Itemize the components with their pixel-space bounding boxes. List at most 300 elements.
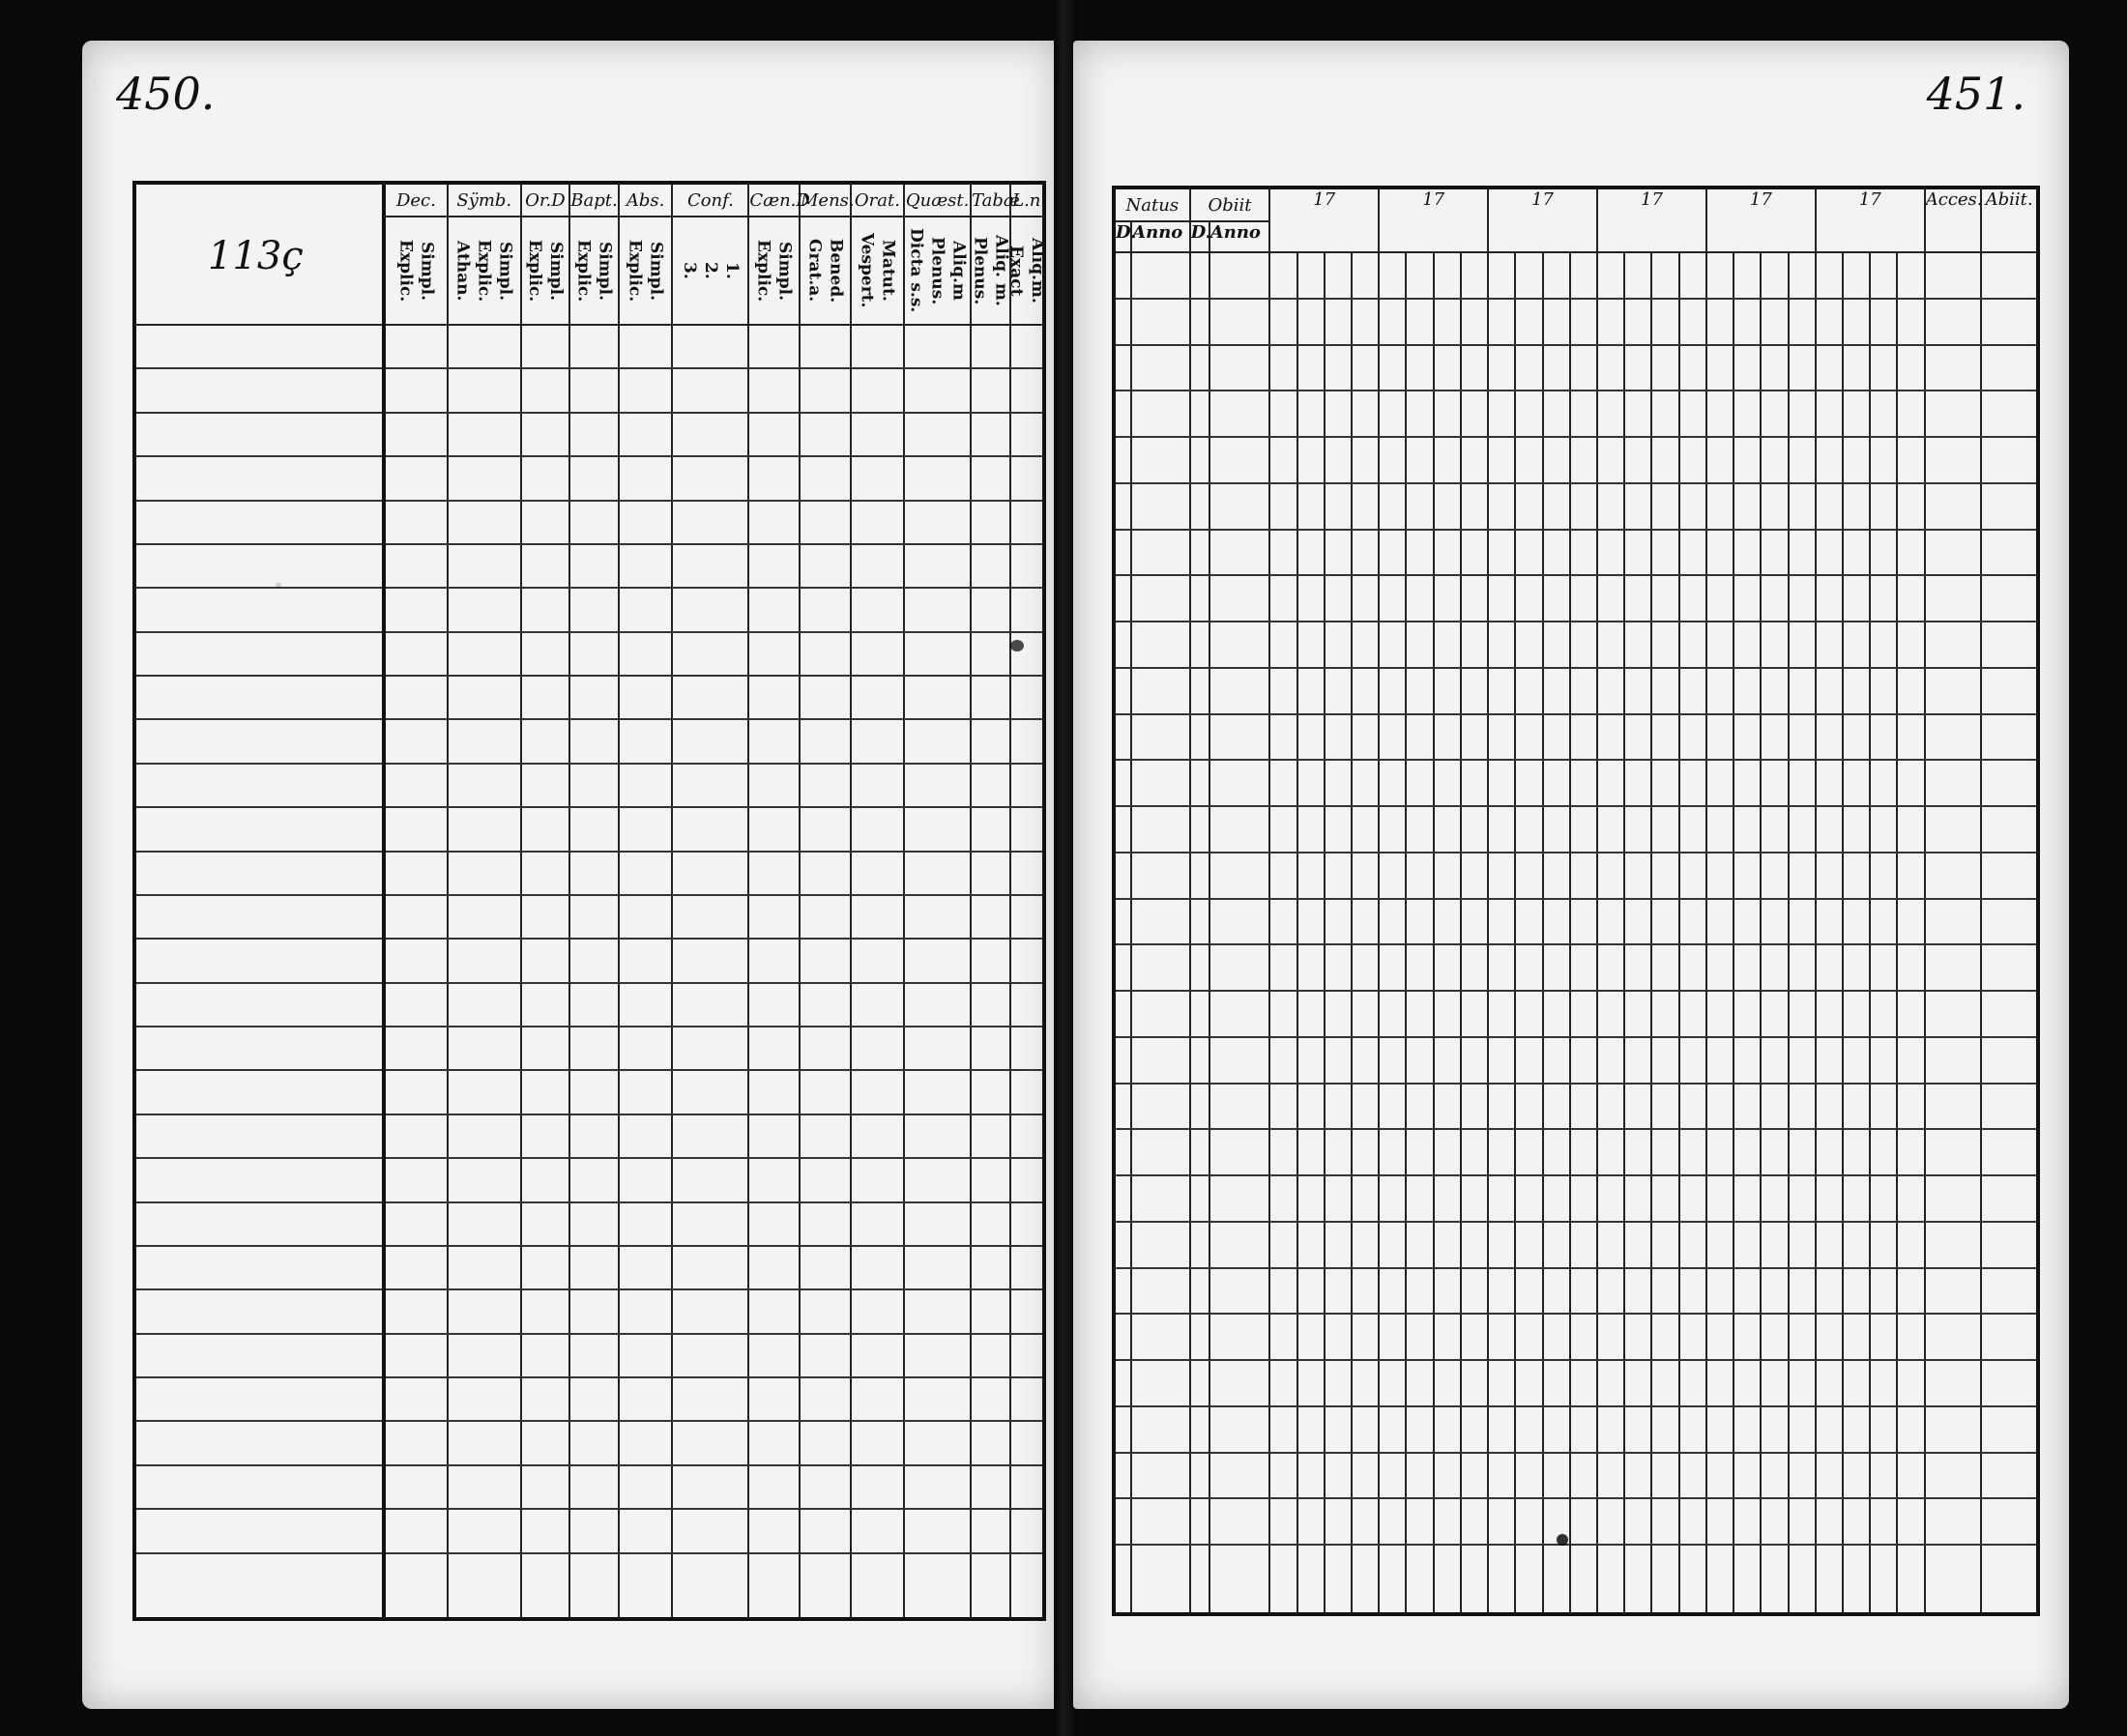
entry-cell [1488,437,1515,483]
entry-cell [384,1334,448,1377]
entry-cell [1706,1406,1734,1453]
ledger-row [1114,1175,2038,1222]
entry-cell [1679,714,1706,761]
entry-cell [1734,345,1761,391]
entry-cell [1406,1037,1433,1084]
entry-cell [904,1421,971,1464]
entry-cell [1488,1360,1515,1406]
entry-cell [800,1202,851,1246]
entry-cell [1131,714,1190,761]
year-header: 17 [1816,188,1925,252]
entry-cell [1897,1360,1924,1406]
entry-cell [1131,1453,1190,1499]
entry-cell [1679,668,1706,714]
entry-cell [748,807,800,851]
entry-cell [971,1114,1009,1158]
entry-cell [1706,530,1734,576]
entry-cell [1734,714,1761,761]
entry-cell [1597,991,1624,1037]
entry-cell [521,501,570,544]
subheader-label: Plenus. [927,236,947,305]
entry-cell [1734,252,1761,299]
entry-cell [1816,991,1843,1037]
column-header: Cæn.D [748,183,800,217]
entry-cell [1624,1545,1651,1614]
entry-cell [1761,575,1788,622]
entry-cell [1816,1545,1843,1614]
entry-cell [1706,760,1734,806]
left-ledger-table [132,181,1046,1621]
entry-cell [1789,391,1816,437]
entry-cell [1515,944,1542,991]
entry-cell [1870,622,1897,668]
entry-cell [1010,676,1045,719]
entry-cell [1269,252,1297,299]
entry-cell [1131,1314,1190,1360]
entry-cell [1816,483,1843,530]
entry-cell [1488,1314,1515,1360]
entry-cell [672,983,748,1027]
entry-cell [1870,1545,1897,1614]
entry-cell [1209,853,1270,899]
entry-cell [1624,1084,1651,1130]
entry-cell [1352,483,1379,530]
entry-cell [1679,1037,1706,1084]
entry-cell [1131,483,1190,530]
ledger-row [134,1114,1044,1158]
entry-cell [1461,622,1488,668]
entry-cell [1297,853,1325,899]
entry-cell [1297,345,1325,391]
entry-cell [1406,1453,1433,1499]
entry-cell [1734,1498,1761,1545]
entry-cell [1515,1545,1542,1614]
entry-cell [1406,1406,1433,1453]
entry-cell [1897,1498,1924,1545]
entry-cell [1515,437,1542,483]
entry-cell [1651,1129,1678,1175]
entry-cell [1190,944,1209,991]
entry-cell [1434,530,1461,576]
entry-cell [1897,668,1924,714]
entry-cell [1570,1406,1597,1453]
entry-cell [1843,345,1870,391]
entry-cell [1406,530,1433,576]
entry-cell [1114,853,1131,899]
entry-cell [1679,1129,1706,1175]
entry-cell [904,1246,971,1289]
entry-cell [851,1202,905,1246]
entry-cell [1843,483,1870,530]
ledger-row [1114,1453,2038,1499]
entry-cell [1981,345,2038,391]
entry-cell [851,544,905,588]
entry-cell [619,1465,673,1509]
entry-cell [1352,853,1379,899]
entry-cell [1209,1360,1270,1406]
entry-cell [1515,1222,1542,1268]
entry-cell [851,1421,905,1464]
entry-cell [1010,719,1045,763]
entry-cell [1734,760,1761,806]
entry-cell [1269,1545,1297,1614]
entry-cell [619,1289,673,1333]
entry-cell [971,983,1009,1027]
entry-cell [1816,944,1843,991]
entry-cell [1543,1129,1570,1175]
entry-cell [1297,1545,1325,1614]
entry-cell [1897,1084,1924,1130]
entry-cell [521,1509,570,1552]
entry-cell [384,719,448,763]
entry-cell [748,1027,800,1070]
entry-cell [448,632,521,676]
name-cell [134,1334,384,1377]
entry-cell [1897,944,1924,991]
entry-cell [971,544,1009,588]
entry-cell [1488,1498,1515,1545]
entry-cell [1325,1406,1352,1453]
entry-cell [1761,1314,1788,1360]
entry-cell [800,1553,851,1620]
page-number-left: 450. [116,68,216,120]
entry-cell [1543,1545,1570,1614]
column-subheader [971,217,1009,325]
entry-cell [1897,1268,1924,1315]
entry-cell [1843,1498,1870,1545]
ledger-row [134,852,1044,895]
entry-cell [1379,1453,1406,1499]
entry-cell [1761,252,1788,299]
column-subheader [521,217,570,325]
entry-cell [1352,1314,1379,1360]
entry-cell [904,719,971,763]
entry-cell [384,1465,448,1509]
subheader-label: Aliq.m [948,241,969,301]
entry-cell [1325,622,1352,668]
entry-cell [1379,1222,1406,1268]
entry-cell [1010,1377,1045,1421]
name-cell [134,852,384,895]
entry-cell [1379,1498,1406,1545]
entry-cell [1624,1360,1651,1406]
entry-cell [1897,1545,1924,1614]
entry-cell [1981,1268,2038,1315]
entry-cell [672,764,748,807]
entry-cell [1870,991,1897,1037]
entry-cell [971,1289,1009,1333]
ledger-row [134,895,1044,939]
entry-cell [1297,530,1325,576]
column-header: Sÿmb. [448,183,521,217]
entry-cell [1010,1553,1045,1620]
entry-cell [1870,760,1897,806]
entry-cell [1870,299,1897,345]
entry-cell [1325,1037,1352,1084]
entry-cell [1488,391,1515,437]
entry-cell [1897,853,1924,899]
entry-cell [1624,622,1651,668]
entry-cell [1269,1084,1297,1130]
year-header: 17 [1706,188,1816,252]
entry-cell [1816,622,1843,668]
entry-cell [1434,760,1461,806]
subheader-label: Simpl. [495,241,515,301]
entry-cell [672,1553,748,1620]
entry-cell [904,1509,971,1552]
entry-cell [521,764,570,807]
entry-cell [800,588,851,631]
year-header: 17 [1379,188,1488,252]
entry-cell [569,676,619,719]
entry-cell [448,1334,521,1377]
entry-cell [1488,806,1515,853]
entry-cell [1406,1545,1433,1614]
entry-cell [1816,668,1843,714]
ledger-row [1114,575,2038,622]
entry-cell [1010,1027,1045,1070]
entry-cell [1843,530,1870,576]
entry-cell [1515,530,1542,576]
entry-cell [971,325,1009,368]
entry-cell [851,325,905,368]
entry-cell [1651,1222,1678,1268]
entry-cell [1114,668,1131,714]
entry-cell [851,413,905,456]
entry-cell [851,807,905,851]
entry-cell [1597,622,1624,668]
entry-cell [1651,1268,1678,1315]
entry-cell [1325,1084,1352,1130]
entry-cell [1543,1314,1570,1360]
ledger-row [134,1246,1044,1289]
entry-cell [1843,1545,1870,1614]
entry-cell [1131,899,1190,945]
entry-cell [1981,1222,2038,1268]
entry-cell [384,501,448,544]
entry-cell [1734,853,1761,899]
entry-cell [1461,391,1488,437]
name-cell [134,1289,384,1333]
entry-cell [569,939,619,982]
entry-cell [1515,714,1542,761]
column-subheader [448,217,521,325]
entry-cell [1515,1406,1542,1453]
ledger-row [134,588,1044,631]
entry-cell [619,456,673,500]
entry-cell [851,1158,905,1201]
entry-cell [1981,622,2038,668]
entry-cell [800,368,851,412]
entry-cell [1434,1084,1461,1130]
ledger-row [134,1377,1044,1421]
entry-cell [1269,1129,1297,1175]
entry-cell [448,1465,521,1509]
entry-cell [1651,483,1678,530]
entry-cell [1488,1406,1515,1453]
entry-cell [1734,1314,1761,1360]
entry-cell [1488,530,1515,576]
entry-cell [1297,1314,1325,1360]
entry-cell [1843,853,1870,899]
ledger-row [134,1158,1044,1201]
entry-cell [1570,760,1597,806]
entry-cell [1114,483,1131,530]
entry-cell [1843,1314,1870,1360]
entry-cell [1515,899,1542,945]
entry-cell [1981,575,2038,622]
entry-cell [1406,345,1433,391]
column-header: Tabæ [971,183,1009,217]
entry-cell [1461,714,1488,761]
entry-cell [1789,806,1816,853]
entry-cell [1352,1129,1379,1175]
entry-cell [1434,944,1461,991]
entry-cell [1190,299,1209,345]
entry-cell [1010,456,1045,500]
entry-cell [800,764,851,807]
name-cell [134,456,384,500]
entry-cell [1114,575,1131,622]
entry-cell [1897,575,1924,622]
entry-cell [1734,1129,1761,1175]
entry-cell [1434,1268,1461,1315]
entry-cell [1352,668,1379,714]
entry-cell [1131,1129,1190,1175]
entry-cell [384,544,448,588]
entry-cell [1597,1222,1624,1268]
entry-cell [1597,668,1624,714]
entry-cell [521,1334,570,1377]
entry-cell [1114,1545,1131,1614]
entry-cell [1679,345,1706,391]
entry-cell [1114,1084,1131,1130]
entry-cell [1010,939,1045,982]
entry-cell [1679,437,1706,483]
entry-cell [448,852,521,895]
entry-cell [1190,1084,1209,1130]
ledger-row [1114,714,2038,761]
entry-cell [1597,853,1624,899]
ledger-row [1114,252,2038,299]
entry-cell [1010,413,1045,456]
entry-cell [1651,622,1678,668]
entry-cell [1114,899,1131,945]
entry-cell [1190,899,1209,945]
entry-cell [672,632,748,676]
entry-cell [1461,991,1488,1037]
entry-cell [1651,437,1678,483]
entry-cell [1651,1314,1678,1360]
entry-cell [1624,991,1651,1037]
entry-cell [1488,668,1515,714]
entry-cell [1761,899,1788,945]
entry-cell [1406,1360,1433,1406]
entry-cell [384,1114,448,1158]
entry-cell [1734,1037,1761,1084]
entry-cell [1352,991,1379,1037]
entry-cell [904,1114,971,1158]
entry-cell [1352,575,1379,622]
entry-cell [1761,345,1788,391]
entry-cell [1734,575,1761,622]
entry-cell [851,719,905,763]
entry-cell [1597,1406,1624,1453]
entry-cell [1515,1129,1542,1175]
entry-cell [384,1027,448,1070]
entry-cell [1269,1453,1297,1499]
entry-cell [1925,1175,1981,1222]
entry-cell [1543,252,1570,299]
entry-cell [1379,530,1406,576]
ledger-row [134,719,1044,763]
entry-cell [1925,483,1981,530]
entry-cell [384,456,448,500]
entry-cell [800,1421,851,1464]
entry-cell [1190,668,1209,714]
entry-cell [904,1553,971,1620]
entry-cell [1010,1289,1045,1333]
entry-cell [1679,530,1706,576]
entry-cell [672,1509,748,1552]
entry-cell [1870,668,1897,714]
entry-cell [1816,1084,1843,1130]
entry-cell [748,1377,800,1421]
entry-cell [1269,714,1297,761]
entry-cell [1925,806,1981,853]
entry-cell [521,632,570,676]
entry-cell [1406,437,1433,483]
entry-cell [1297,252,1325,299]
entry-cell [448,456,521,500]
ledger-row [134,764,1044,807]
entry-cell [1624,1129,1651,1175]
entry-cell [1379,1314,1406,1360]
entry-cell [1734,1406,1761,1453]
entry-cell [1461,1222,1488,1268]
entry-cell [904,588,971,631]
entry-cell [1706,1129,1734,1175]
entry-cell [1515,622,1542,668]
entry-cell [1461,1406,1488,1453]
entry-cell [521,807,570,851]
entry-cell [1297,1222,1325,1268]
entry-cell [1843,714,1870,761]
entry-cell [1209,1037,1270,1084]
entry-cell [748,764,800,807]
entry-cell [1897,1406,1924,1453]
entry-cell [1843,252,1870,299]
entry-cell [800,1289,851,1333]
entry-cell [1461,252,1488,299]
entry-cell [1297,806,1325,853]
entry-cell [1269,1037,1297,1084]
entry-cell [1706,1453,1734,1499]
entry-cell [672,456,748,500]
entry-cell [1597,760,1624,806]
entry-cell [1679,299,1706,345]
ledger-row [1114,1498,2038,1545]
entry-cell [800,676,851,719]
entry-cell [448,895,521,939]
entry-cell [971,588,1009,631]
entry-cell [1925,1222,1981,1268]
entry-cell [672,501,748,544]
entry-cell [1761,1406,1788,1453]
entry-cell [1870,252,1897,299]
entry-cell [384,1289,448,1333]
entry-cell [1597,299,1624,345]
